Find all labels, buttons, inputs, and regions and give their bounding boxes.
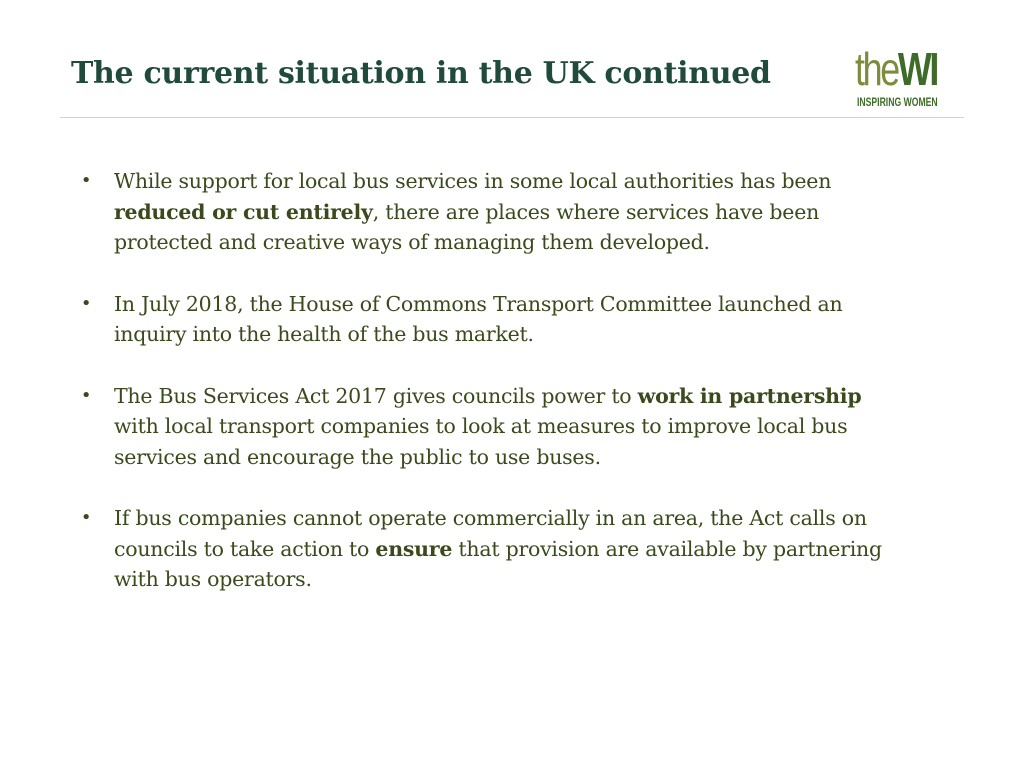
bullet-text-bold: ensure	[375, 536, 453, 561]
bullet-dot-icon: •	[80, 170, 92, 191]
logo-wordmark	[855, 44, 937, 94]
bullet-item	[79, 503, 909, 595]
bullet-item	[79, 166, 909, 258]
bullet-text-before: In July 2018, the House of Commons Transport Committee launched an inquiry into the health of the bus market.	[114, 291, 843, 346]
bullet-dot-icon: •	[80, 384, 92, 406]
bullet-text-after: that provision are available by partnering with bus operators.	[114, 536, 882, 591]
bullet-dot-icon: •	[80, 507, 92, 528]
title-divider	[60, 117, 964, 118]
bullet-text-after: , there are places where services have been protected and creative ways of managing them developed.	[114, 199, 820, 254]
bullet-text-before: The Bus Services Act 2017 gives councils power to	[114, 383, 638, 408]
bullet-text-before: While support for local bus services in some local authorities has been	[114, 169, 832, 193]
bullet-item	[79, 381, 909, 473]
bullet-text-after: with local transport companies to look at measures to improve local bus services and encourage the public to use buses.	[114, 414, 848, 469]
wi-logo	[855, 44, 955, 114]
bullet-text-before: If bus companies cannot operate commercially in an area, the Act calls on councils to take action to	[114, 506, 867, 561]
logo-wi: WI	[897, 43, 938, 95]
bullet-list	[79, 166, 909, 626]
logo-tagline: INSPIRING WOMEN	[857, 95, 938, 109]
logo-the: the	[855, 43, 898, 95]
bullet-text-bold: work in partnership	[637, 383, 862, 408]
bullet-text-bold: reduced or cut entirely	[114, 199, 373, 224]
bullet-item	[79, 289, 909, 350]
slide-title: The current situation in the UK continued	[71, 56, 771, 91]
bullet-dot-icon: •	[80, 292, 92, 314]
